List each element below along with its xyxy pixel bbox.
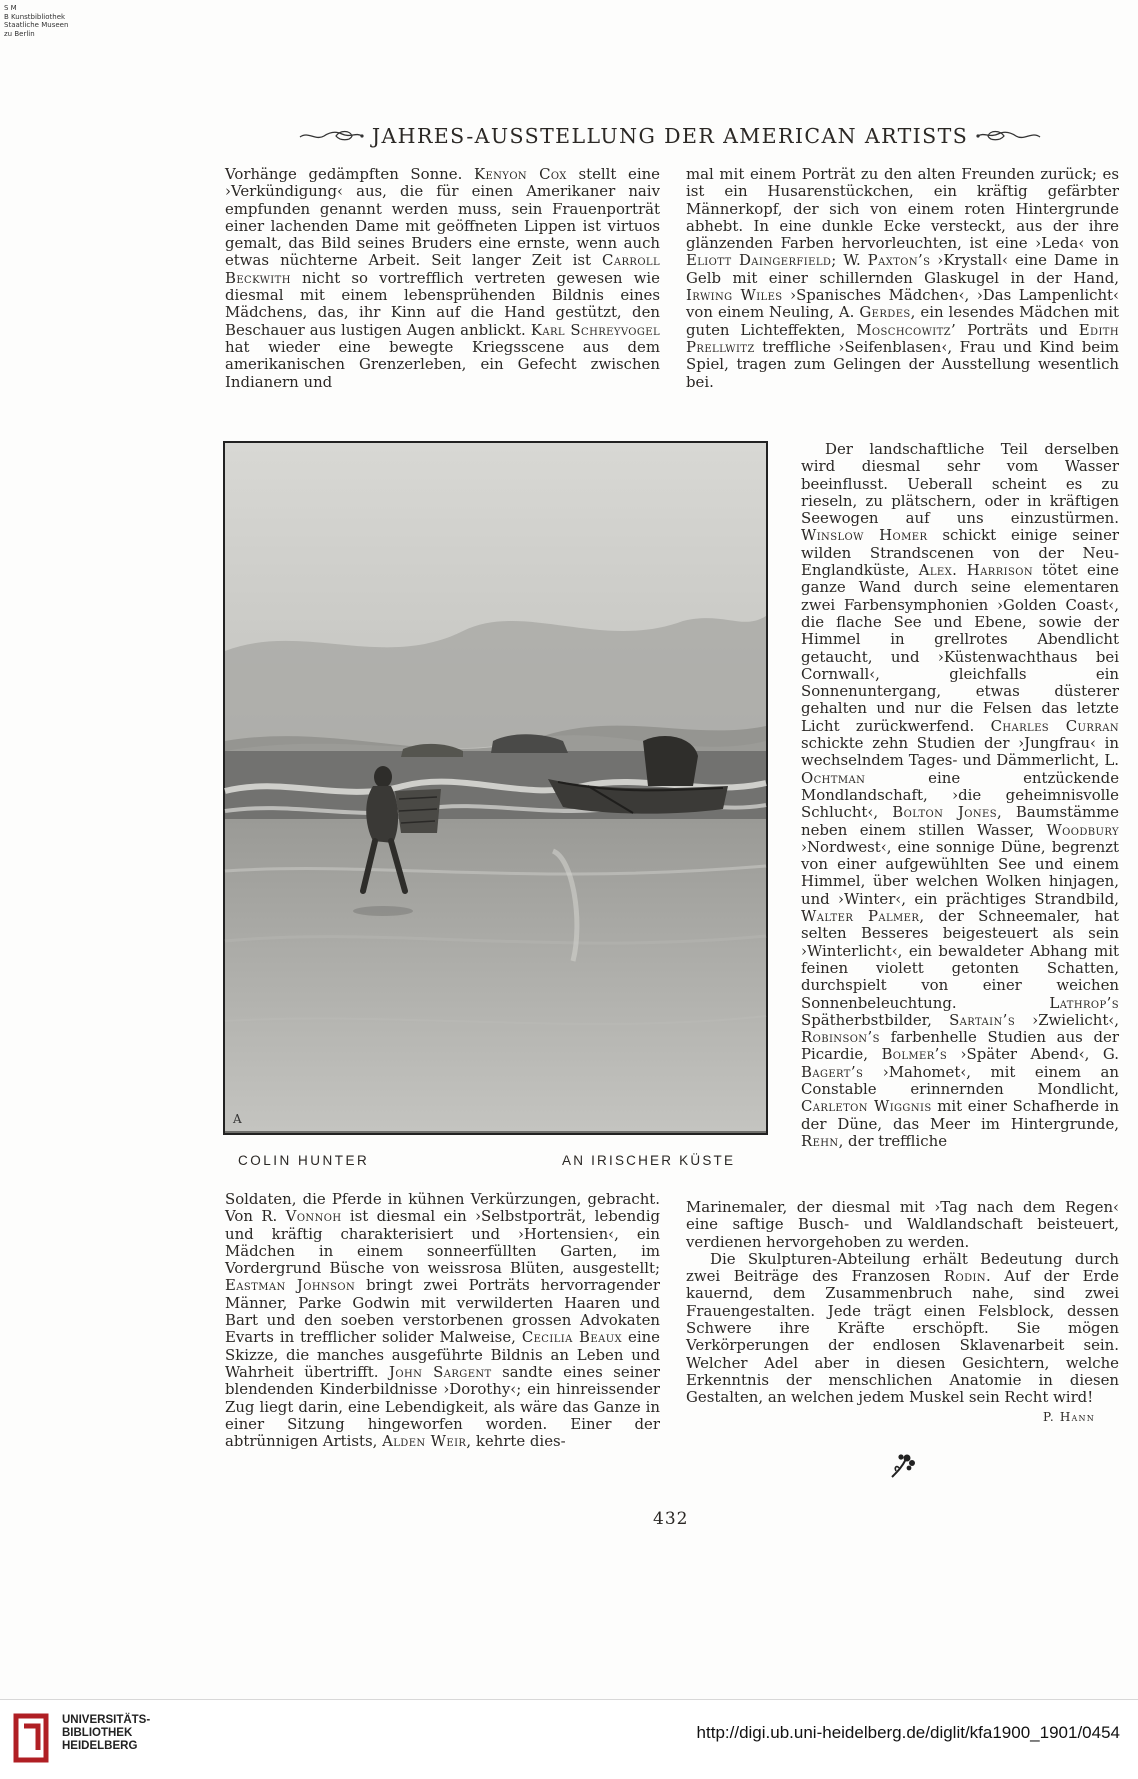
artist-name: Bagert’s [801, 1062, 864, 1081]
text-run: Der landschaftliche Teil derselben wird diesmal sehr vom Wasser beeinflusst. Ueberall scheint es zu rieseln, zu plätschern, oder in kräftigen Seewogen auf uns einzustürmen. [801, 440, 1119, 528]
stamp-line: zu Berlin [4, 29, 35, 38]
text-run: , kehrte dies- [466, 1432, 566, 1451]
artist-name: Moschcowitz’ [856, 320, 957, 339]
wet-sand [225, 819, 766, 1131]
left-column-bottom [225, 1191, 660, 1450]
text-run: Porträts und [956, 320, 1079, 339]
artist-name: Alex. Harrison [918, 561, 1033, 580]
caption-artist: COLIN HUNTER [238, 1153, 370, 1168]
text-run: mal mit einem Porträt zu den alten Freunden zurück; es ist ein Husarenstückchen, ein kräftig gefärbter Männerkopf, der sich von einem roten Hintergrunde abhebt. In eine dunkle Ecke versteckt, aus der ihre glänzenden Farben hervorleuchten, ist eine ›Leda‹ von [686, 165, 1119, 253]
library-name-line: BIBLIOTHEK [62, 1727, 133, 1739]
header-title: JAHRES-AUSSTELLUNG DER AMERICAN ARTISTS [371, 124, 969, 148]
artist-name: Edith Prellwitz [686, 320, 1119, 356]
stamp-line: S M [4, 4, 17, 12]
library-name-line: UNIVERSITÄTS- [62, 1714, 151, 1726]
header-ornament-left-icon [298, 128, 364, 144]
artist-name: Winslow Homer [801, 526, 928, 545]
artist-name: Eastman Johnson [225, 1276, 356, 1295]
artist-name: Bolton Jones [892, 803, 997, 822]
text-run: ist diesmal ein ›Selbstporträt, lebendig und kräftig charakterisiert und ›Hortensien‹, ein Mädchen in einem sonneerfüllten Garten, im Vordergrund Büsche von weissrosa Blüten, ausgestellt; [225, 1207, 660, 1278]
painting-image [223, 441, 768, 1135]
author-signature: P. Hann [1043, 1410, 1095, 1424]
university-library-logo-icon [10, 1710, 54, 1768]
text-run: , der Schneemaler, hat selten Besseres beigesteuert als sein ›Winterlicht‹, ein bewaldeter Abhang mit feinen violett getonten Schatten, durchspielt von einer weichen Sonnenbeleuchtung. [801, 907, 1120, 1012]
text-run: Spätherbstbilder, [801, 1010, 950, 1029]
artist-name: Ochtman [801, 768, 866, 787]
text-run: stellt eine ›Verkündigung‹ aus, die für einen Amerikaner naiv empfunden genannt werden muss, sein Frauenporträt einer lachenden Dame mit geöffneten Lippen ist virtuos gemalt, das Bild seines Bruders eine ernste, wenn auch etwas nüchterne Arbeit. Seit langer Zeit ist [225, 165, 660, 270]
text-run: hat wieder eine bewegte Kriegsscene aus dem amerikanischen Grenzerleben, ein Gefecht zwischen Indianern und [225, 337, 660, 391]
text-run: , ein lesendes Mädchen mit guten Lichteffekten, [686, 303, 1120, 339]
artist-name: Rehn [801, 1131, 839, 1150]
caption-title: AN IRISCHER KÜSTE [562, 1153, 736, 1168]
paragraph [686, 166, 1119, 391]
right-column-bottom [686, 1199, 1119, 1407]
paragraph [686, 1251, 1119, 1407]
text-run: ›Später Abend‹, G. [947, 1045, 1119, 1064]
text-run: ›Nordwest‹, eine sonnige Düne, begrenzt von einer aufgewühlten See und einem Himmel, über welchen Wolken hinjagen, und ›Winter‹, ein prächtiges Strandbild, [801, 837, 1119, 908]
end-ornament-icon [888, 1451, 918, 1481]
text-run: ›Krystall‹ eine Dame in Gelb mit einer schillernden Glaskugel in der Hand, [686, 251, 1119, 287]
stamp-line: Staatliche Museen [4, 21, 69, 29]
text-run: ›Spanisches Mädchen‹, ›Das Lampenlicht‹ von einem Neuling, A. [686, 286, 1119, 322]
artist-name: Woodbury [1046, 820, 1119, 839]
right-column-middle [801, 441, 1119, 1150]
paragraph [225, 166, 660, 391]
text-run: eine entzückende Mondlandschaft, ›die geheimnisvolle Schlucht‹, [801, 768, 1119, 822]
text-run: schickt einige seiner wilden Strandscenen von der Neu-Englandküste, [801, 526, 1119, 580]
artist-name: Eliott Daingerfield [686, 251, 832, 270]
artist-name: Walter Palmer [801, 907, 920, 926]
text-run: farbenhelle Studien aus der Picardie, [801, 1028, 1119, 1064]
text-run: eine Skizze, die manches ausgeführte Bildnis an Leben und Wahrheit übertrifft. [225, 1328, 660, 1381]
text-run: tötet eine ganze Wand durch seine elementaren zwei Farbensymphonien ›Golden Coast‹, die flache See und Ebene, sowie der Himmel in grellrotes Abendlicht getaucht, und ›Küstenwachthaus bei Cornwall‹, gleichfalls ein Sonnenuntergang, etwas düsterer gehalten und nur die Felsen das letzte Licht zurückwerfend. [801, 561, 1119, 735]
artist-name: Lathrop’s [1049, 993, 1119, 1012]
paragraph [801, 441, 1119, 1150]
artist-name: Sartain’s [949, 1010, 1016, 1029]
artist-name: Cecilia Beaux [521, 1328, 623, 1347]
library-stamp [4, 4, 68, 38]
digitization-footer [0, 1699, 1138, 1779]
text-run: ›Mahomet‹, mit einem an Constable erinnernden Mondlicht, [801, 1062, 1119, 1098]
text-run: Die Skulpturen-Abteilung erhält Bedeutung durch zwei Beiträge des Franzosen [686, 1249, 1119, 1286]
painter-monogram: A [233, 1112, 242, 1126]
text-run: nicht so vortrefflich vertreten gewesen wie diesmal mit einem lebensprühenden Bildnis eines Mädchens, das, ihr Kinn auf die Hand gestützt, den Beschauer aus lustigen Augen anblickt. [225, 268, 660, 339]
text-run: bringt zwei Porträts hervorragender Männer, Parke Godwin mit verwilderten Haaren und Bart und den soeben verstorbenen grossen Advokaten Evarts in trefflicher solider Malweise, [225, 1276, 660, 1347]
paragraph [225, 1191, 660, 1450]
artist-name: Paxton’s [867, 251, 931, 270]
text-run: , der treffliche [838, 1131, 948, 1150]
text-run: ›Zwielicht‹, [1015, 1010, 1119, 1029]
artist-name: John Sargent [389, 1362, 492, 1381]
artist-name: Carroll Beckwith [225, 251, 660, 287]
artist-name: Bolmer’s [881, 1045, 948, 1064]
figure-body [366, 786, 398, 843]
artist-name: Gerdes [859, 303, 911, 322]
artist-name: Alden Weir [382, 1432, 467, 1451]
artist-name: Kenyon Cox [473, 165, 567, 183]
figure-head [374, 766, 392, 788]
paragraph: Marinemaler, der diesmal mit ›Tag nach dem Regen‹ eine saftige Busch- und Waldlandschaft beisteuert, verdienen hervorgehoben zu werden. [686, 1198, 1119, 1251]
library-name-line: HEIDELBERG [62, 1740, 138, 1752]
artist-name: Karl Schreyvogel [530, 320, 661, 339]
text-run: , Baumstämme neben einem stillen Wasser, [801, 803, 1119, 839]
text-run: Soldaten, die Pferde in kühnen Verkürzungen, gebracht. Von R. [225, 1190, 660, 1226]
artist-name: Rodin [943, 1267, 987, 1286]
stamp-line: B Kunstbibliothek [4, 12, 66, 21]
source-url[interactable]: http://digi.ub.uni-heidelberg.de/diglit/kfa1900_1901/0454 [696, 1723, 1120, 1742]
text-run: ; W. [831, 251, 868, 270]
text-run: sandte eines seiner blendenden Kinderbildnisse ›Dorothy‹; ein hinreissender Zug liegt darin, eine Lebendigkeit, als wäre das Ganze in einer Sitzung hingeworfen worden. Einer der abtrünnigen Artists, [225, 1362, 660, 1451]
page-number: 432 [653, 1509, 689, 1529]
artist-name: Vonnoh [285, 1207, 342, 1226]
text-run: schickte zehn Studien der ›Jungfrau‹ in wechselndem Tages- und Dämmerlicht, L. [801, 734, 1119, 770]
text-run: Vorhänge gedämpften Sonne. [225, 165, 474, 183]
painting-illustration [223, 441, 768, 1135]
artist-name: Carleton Wiggnis [801, 1097, 932, 1116]
running-header [270, 121, 1070, 151]
library-name [62, 1714, 150, 1753]
header-ornament-right-icon [976, 128, 1042, 144]
right-column-top [686, 166, 1119, 391]
text-run: mit einer Schafherde in der Düne, das Meer im Hintergrunde, [801, 1097, 1119, 1133]
artist-name: Charles Curran [990, 716, 1119, 735]
artist-name: Robinson’s [801, 1028, 880, 1047]
left-column-top [225, 166, 660, 391]
artist-name: Irwing Wiles [686, 286, 783, 305]
text-run: . Auf der Erde kauernd, dem Zusammenbruch nahe, sind zwei Frauengestalten. Jede trägt einen Felsblock, dessen Schwere ihre Kräfte erschöpft. Sie mögen Verkörperungen der endlosen Sklavenarbeit sein. Welcher Adel aber in diesen Gesichtern, welche Erkenntnis der menschlichen Anatomie in diesen Gestalten, an welchen jedem Muskel sein Recht wird! [686, 1267, 1119, 1407]
figure-reflection [353, 906, 413, 916]
text-run: treffliche ›Seifenblasen‹, Frau und Kind beim Spiel, tragen zum Gelingen der Ausstellung wesentlich bei. [686, 337, 1119, 391]
